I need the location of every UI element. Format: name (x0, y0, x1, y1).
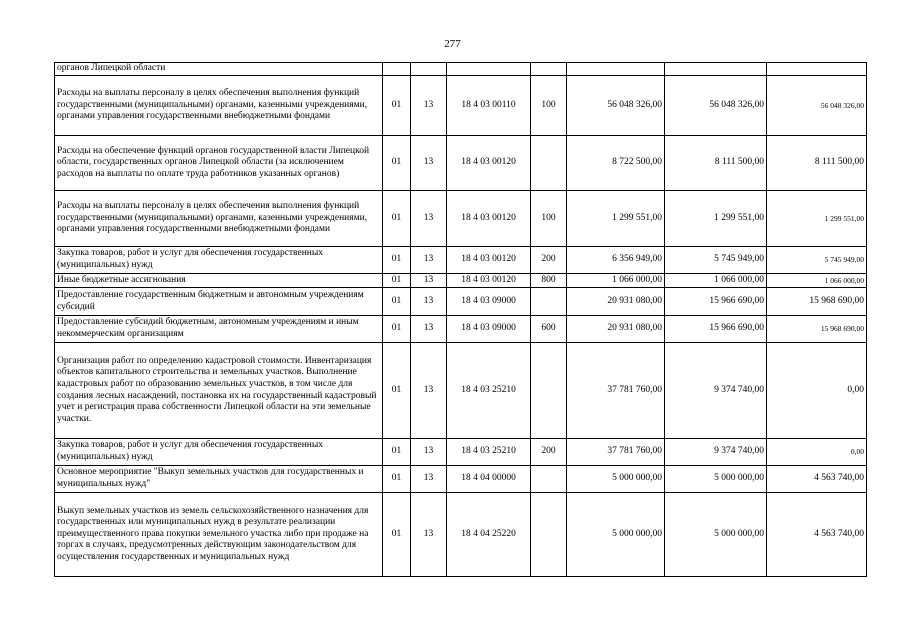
amount-year3-cell: 56 048 326,00 (767, 76, 867, 136)
target-article-cell: 18 4 03 00120 (447, 247, 531, 274)
section-code-cell: 01 (383, 191, 411, 247)
row-name-cell: Расходы на обеспечение функций органов государственной власти Липецкой области, государственных органов Липецкой области (за исключением расходов на выплаты по оплате труда работников указанных органов) (55, 136, 383, 191)
section-code-cell: 01 (383, 493, 411, 577)
target-article-cell: 18 4 03 00120 (447, 136, 531, 191)
amount-year3-cell (767, 63, 867, 76)
subsection-code-cell: 13 (411, 466, 447, 493)
amount-year2-cell (665, 63, 767, 76)
section-code-cell: 01 (383, 439, 411, 466)
amount-year1-cell: 8 722 500,00 (567, 136, 665, 191)
amount-year3-cell: 15 968 690,00 (767, 316, 867, 343)
table-row (55, 76, 867, 136)
section-code-cell (383, 63, 411, 76)
row-name-cell: Предоставление государственным бюджетным и автономным учреждениям субсидий (55, 288, 383, 316)
expense-type-cell (531, 63, 567, 76)
amount-year1-cell (567, 63, 665, 76)
table-body (55, 63, 867, 577)
amount-year3-cell: 15 968 690,00 (767, 288, 867, 316)
row-name-cell: Предоставление субсидий бюджетным, автономным учреждениям и иным некоммерческим организациям (55, 316, 383, 343)
table-row (55, 466, 867, 493)
target-article-cell: 18 4 03 00120 (447, 274, 531, 288)
target-article-cell: 18 4 03 09000 (447, 288, 531, 316)
expense-type-cell: 800 (531, 274, 567, 288)
table-row (55, 288, 867, 316)
amount-year2-cell: 56 048 326,00 (665, 76, 767, 136)
section-code-cell: 01 (383, 247, 411, 274)
target-article-cell: 18 4 03 09000 (447, 316, 531, 343)
amount-year1-cell: 20 931 080,00 (567, 288, 665, 316)
amount-year3-cell: 1 299 551,00 (767, 191, 867, 247)
expense-type-cell: 100 (531, 76, 567, 136)
row-name-cell: Выкуп земельных участков из земель сельскохозяйственного назначения для государственных или муниципальных нужд в результате реализации преимущественного права покупки земельного участка либо при продаже на торгах в случаях, предусмотренных действующим законодательством для осуществления государственных и муниципальных нужд (55, 493, 383, 577)
table-row (55, 274, 867, 288)
row-name-cell: Основное мероприятие "Выкуп земельных участков для государственных и муниципальных нужд" (55, 466, 383, 493)
section-code-cell: 01 (383, 136, 411, 191)
amount-year1-cell: 37 781 760,00 (567, 439, 665, 466)
amount-year3-cell: 0,00 (767, 439, 867, 466)
expense-type-cell: 100 (531, 191, 567, 247)
subsection-code-cell: 13 (411, 343, 447, 439)
amount-year3-cell: 8 111 500,00 (767, 136, 867, 191)
amount-year2-cell: 9 374 740,00 (665, 439, 767, 466)
row-name-cell: Расходы на выплаты персоналу в целях обеспечения выполнения функций государственными (муниципальными) органами, казенными учреждениями, органами управления государственными внебюджетными фондами (55, 191, 383, 247)
expense-type-cell (531, 466, 567, 493)
amount-year3-cell: 5 745 949,00 (767, 247, 867, 274)
table-row (55, 343, 867, 439)
subsection-code-cell: 13 (411, 493, 447, 577)
subsection-code-cell: 13 (411, 76, 447, 136)
table-row (55, 63, 867, 76)
amount-year1-cell: 20 931 080,00 (567, 316, 665, 343)
page-number: 277 (444, 38, 461, 50)
expense-type-cell (531, 288, 567, 316)
row-name-cell: Организация работ по определению кадастровой стоимости. Инвентаризация объектов капитального строительства и земельных участков. Выполнение кадастровых работ по образованию земельных участков, в том числе для создания лесных насаждений, постановка их на государственный кадастровый учет и регистрация права собственности Липецкой области на эти земельные участки. (55, 343, 383, 439)
subsection-code-cell: 13 (411, 439, 447, 466)
section-code-cell: 01 (383, 76, 411, 136)
subsection-code-cell: 13 (411, 247, 447, 274)
amount-year2-cell: 15 966 690,00 (665, 288, 767, 316)
amount-year2-cell: 5 745 949,00 (665, 247, 767, 274)
amount-year1-cell: 1 299 551,00 (567, 191, 665, 247)
target-article-cell: 18 4 04 00000 (447, 466, 531, 493)
subsection-code-cell: 13 (411, 136, 447, 191)
amount-year3-cell: 0,00 (767, 343, 867, 439)
target-article-cell: 18 4 03 25210 (447, 439, 531, 466)
table-row (55, 247, 867, 274)
row-name-cell: Иные бюджетные ассигнования (55, 274, 383, 288)
subsection-code-cell (411, 63, 447, 76)
amount-year2-cell: 5 000 000,00 (665, 466, 767, 493)
expense-type-cell (531, 343, 567, 439)
table-row (55, 439, 867, 466)
budget-table (54, 62, 867, 577)
amount-year1-cell: 56 048 326,00 (567, 76, 665, 136)
amount-year2-cell: 15 966 690,00 (665, 316, 767, 343)
amount-year3-cell: 1 066 000,00 (767, 274, 867, 288)
row-name-cell: Закупка товаров, работ и услуг для обеспечения государственных (муниципальных) нужд (55, 247, 383, 274)
target-article-cell: 18 4 03 00110 (447, 76, 531, 136)
expense-type-cell: 600 (531, 316, 567, 343)
amount-year1-cell: 5 000 000,00 (567, 493, 665, 577)
section-code-cell: 01 (383, 288, 411, 316)
target-article-cell: 18 4 04 25220 (447, 493, 531, 577)
amount-year2-cell: 1 299 551,00 (665, 191, 767, 247)
expense-type-cell: 200 (531, 247, 567, 274)
subsection-code-cell: 13 (411, 274, 447, 288)
table-row (55, 493, 867, 577)
subsection-code-cell: 13 (411, 288, 447, 316)
row-name-cell: Расходы на выплаты персоналу в целях обеспечения выполнения функций государственными (муниципальными) органами, казенными учреждениями, органами управления государственными внебюджетными фондами (55, 76, 383, 136)
expense-type-cell: 200 (531, 439, 567, 466)
amount-year1-cell: 37 781 760,00 (567, 343, 665, 439)
section-code-cell: 01 (383, 316, 411, 343)
amount-year2-cell: 8 111 500,00 (665, 136, 767, 191)
amount-year3-cell: 4 563 740,00 (767, 466, 867, 493)
row-name-cell: Закупка товаров, работ и услуг для обеспечения государственных (муниципальных) нужд (55, 439, 383, 466)
table-row (55, 191, 867, 247)
amount-year1-cell: 5 000 000,00 (567, 466, 665, 493)
target-article-cell (447, 63, 531, 76)
table-row (55, 136, 867, 191)
expense-type-cell (531, 493, 567, 577)
table-row (55, 316, 867, 343)
target-article-cell: 18 4 03 00120 (447, 191, 531, 247)
amount-year1-cell: 1 066 000,00 (567, 274, 665, 288)
amount-year2-cell: 9 374 740,00 (665, 343, 767, 439)
amount-year1-cell: 6 356 949,00 (567, 247, 665, 274)
section-code-cell: 01 (383, 466, 411, 493)
row-name-cell: органов Липецкой области (55, 63, 383, 76)
subsection-code-cell: 13 (411, 316, 447, 343)
section-code-cell: 01 (383, 274, 411, 288)
target-article-cell: 18 4 03 25210 (447, 343, 531, 439)
section-code-cell: 01 (383, 343, 411, 439)
amount-year3-cell: 4 563 740,00 (767, 493, 867, 577)
amount-year2-cell: 1 066 000,00 (665, 274, 767, 288)
expense-type-cell (531, 136, 567, 191)
amount-year2-cell: 5 000 000,00 (665, 493, 767, 577)
subsection-code-cell: 13 (411, 191, 447, 247)
